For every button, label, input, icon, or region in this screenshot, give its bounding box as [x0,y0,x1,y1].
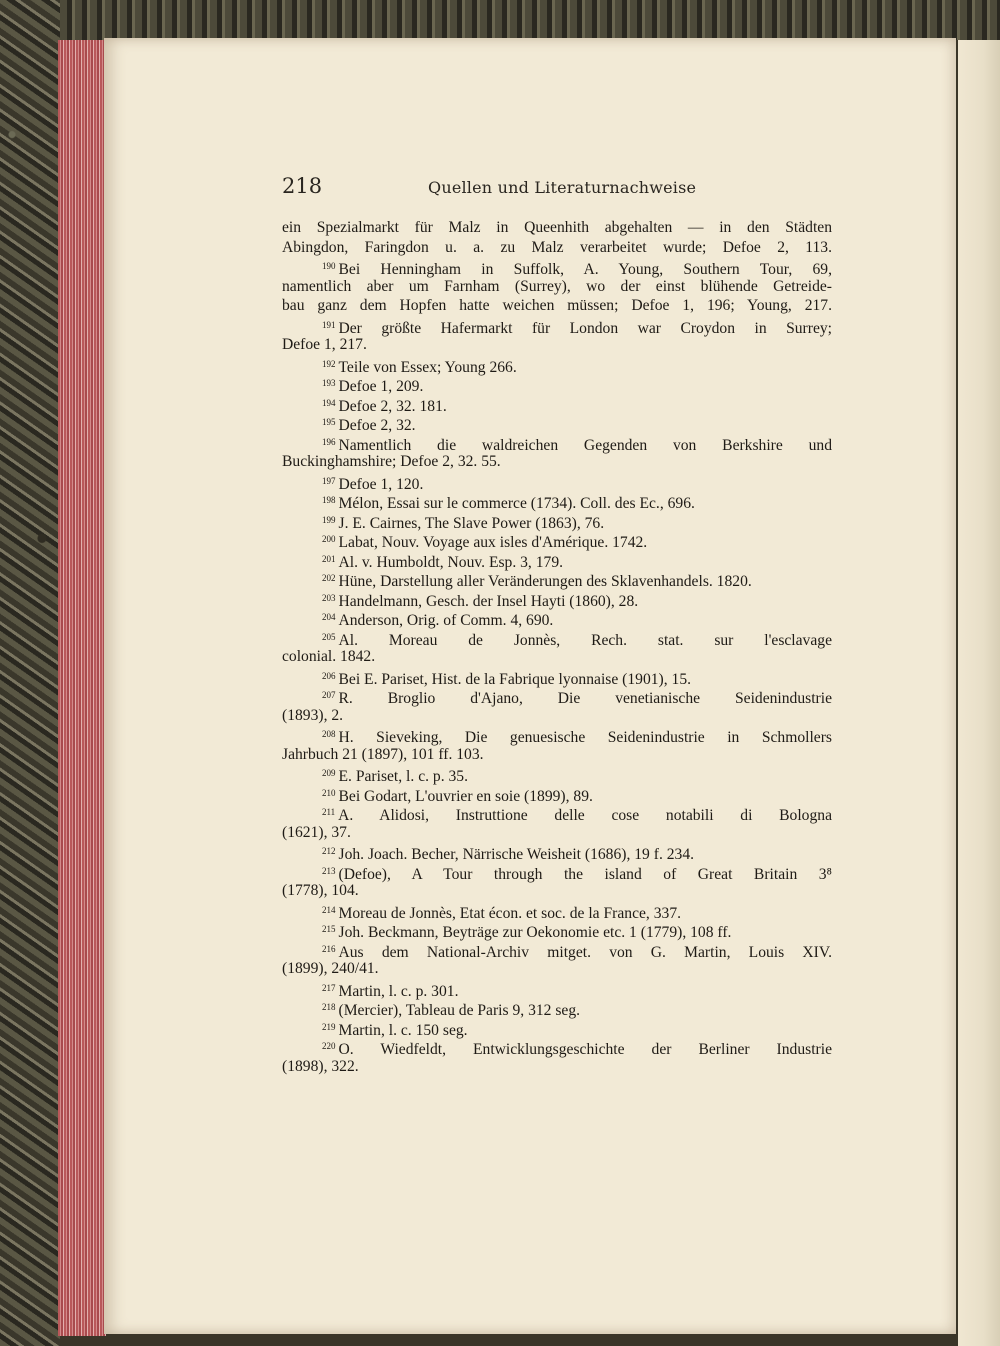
footnote-line-text: Labat, Nouv. Voyage aux isles d'Amérique. 1742. [338,534,648,551]
footnote-line-text: (1893), 2. [282,706,344,724]
footnote-continuation [282,647,832,667]
footnote-number: 202 [322,573,336,583]
footnote-number: 198 [322,495,336,505]
footnote-number: 220 [322,1041,336,1051]
footnote-line-text: Der größte Hafermarkt für London war Croydon in Surrey; [338,319,832,337]
footnote-line-text: (1778), 104. [282,882,359,899]
footnote-number: 205 [322,631,336,642]
footnote-line-text: ein Spezialmarkt für Malz in Queenhith abgehalten — in den Städten [282,219,832,236]
footnote-number: 218 [322,1002,336,1012]
footnote-line-text: O. Wiedfeldt, Entwicklungsgeschichte der Berliner Industrie [338,1041,832,1058]
footnote-203 [282,589,832,609]
footnote-line-text: Hüne, Darstellung aller Veränderungen des Sklavenhandels. 1820. [338,573,752,590]
footnote-211 [282,803,832,823]
footnote-line-text: Handelmann, Gesch. der Insel Hayti (1860), 28. [338,592,639,610]
footnote-line-text: Bei Godart, L'ouvrier en soie (1899), 89. [338,787,593,805]
footnote-212 [282,842,832,862]
footnote-line-text: colonial. 1842. [282,648,376,665]
footnote-number: 201 [322,553,336,564]
footnote-line-text: namentlich aber um Farnham (Surrey), wo der einst blühende Getreide- [282,277,832,295]
footnote-218 [282,998,832,1018]
footnote-number: 197 [322,475,336,486]
footnote-line-text: (Defoe), A Tour through the island of Great Britain 3⁸ [338,865,832,883]
facing-page-edge [958,40,1000,1346]
footnote-line-text: Moreau de Jonnès, Etat écon. et soc. de la France, 337. [338,904,682,922]
footnote-207 [282,686,832,706]
footnote-number: 191 [322,319,336,330]
footnote-line-text: Bei E. Pariset, Hist. de la Fabrique lyonnaise (1901), 15. [338,670,692,688]
footnote-number: 210 [322,787,336,798]
footnote-number: 212 [322,846,336,856]
footnote-193 [282,374,832,394]
footnote-199 [282,511,832,531]
footnote-217 [282,979,832,999]
footnote-continuation [282,1057,832,1077]
footnote-continuation [282,745,832,765]
footnote-number: 192 [322,358,336,369]
footnote-line-text: (1621), 37. [282,823,351,841]
footnote-line-text: Al. v. Humboldt, Nouv. Esp. 3, 179. [338,553,564,571]
footnote-number: 209 [322,768,336,778]
footnote-continuation [282,823,832,843]
footnote-213 [282,862,832,882]
footnote-line-text: Joh. Joach. Becher, Närrische Weisheit (1686), 19 f. 234. [338,846,695,863]
footnote-220 [282,1037,832,1057]
footnote-number: 219 [322,1021,336,1032]
footnote-line-text: A. Alidosi, Instruttione delle cose notabili di Bologna [338,807,832,824]
footnote-number: 211 [322,807,336,817]
footnote-number: 207 [322,690,336,700]
footnote-continuation [282,296,832,316]
page-edges [58,40,106,1336]
footnote-number: 196 [322,436,336,447]
page-header [282,174,832,206]
footnote-number: 204 [322,612,336,622]
footnote-continuation [282,959,832,979]
footnote-190 [282,257,832,277]
footnote-number: 195 [322,417,336,427]
footnote-line-text: E. Pariset, l. c. p. 35. [338,768,468,785]
footnote-line-text: Namentlich die waldreichen Gegenden von Berkshire und [338,436,832,454]
footnote-line-text: (1898), 322. [282,1057,359,1075]
running-head: Quellen und Literaturnachweise [428,178,697,197]
footnote-line-text: Defoe 2, 32. 181. [338,397,447,415]
footnote-line-text: Martin, l. c. 150 seg. [338,1021,468,1039]
footnote-200 [282,530,832,550]
footnote-line-text: Defoe 1, 209. [338,378,424,395]
footnote-continuation [282,452,832,472]
footnote-line-text: Anderson, Orig. of Comm. 4, 690. [338,612,554,629]
footnote-202 [282,569,832,589]
book-edge-top [0,0,1000,40]
footnote-number: 194 [322,397,336,408]
footnote-number: 199 [322,514,336,525]
footnote-continuation [282,218,832,238]
footnote-number: 214 [322,904,336,915]
footnote-continuation [282,277,832,297]
footnote-line-text: Aus dem National-Archiv mitget. von G. Martin, Louis XIV. [338,943,832,961]
footnote-209 [282,764,832,784]
footnote-line-text: (1899), 240/41. [282,960,379,977]
footnote-214 [282,901,832,921]
footnote-219 [282,1018,832,1038]
footnote-number: 200 [322,534,336,544]
footnote-line-text: Al. Moreau de Jonnès, Rech. stat. sur l'esclavage [338,631,832,649]
marbled-cover [0,0,60,1346]
footnote-line-text: Jahrbuch 21 (1897), 101 ff. 103. [282,745,484,763]
footnote-line-text: Abingdon, Faringdon u. a. zu Malz verarbeitet wurde; Defoe 2, 113. [282,238,832,256]
footnote-number: 215 [322,924,336,934]
footnote-line-text: Teile von Essex; Young 266. [338,358,517,376]
footnote-line-text: Defoe 1, 217. [282,336,367,353]
footnote-number: 190 [322,261,336,271]
footnote-line-text: Bei Henningham in Suffolk, A. Young, Southern Tour, 69, [338,261,832,278]
footnote-number: 206 [322,670,336,681]
page-number: 218 [282,174,323,198]
footnote-line-text: (Mercier), Tableau de Paris 9, 312 seg. [338,1002,581,1019]
footnote-line-text: Mélon, Essai sur le commerce (1734). Coll. des Ec., 696. [338,495,695,512]
footnote-line-text: Joh. Beckmann, Beyträge zur Oekonomie etc. 1 (1779), 108 ff. [338,924,732,941]
footnote-line-text: J. E. Cairnes, The Slave Power (1863), 76. [338,514,605,532]
footnote-number: 193 [322,378,336,388]
footnote-195 [282,413,832,433]
footnote-197 [282,472,832,492]
footnote-number: 213 [322,865,336,876]
footnote-continuation [282,706,832,726]
footnote-208 [282,725,832,745]
footnotes-text [282,218,832,1076]
footnote-198 [282,491,832,511]
footnote-216 [282,940,832,960]
footnote-number: 217 [322,982,336,993]
footnote-number: 208 [322,729,336,739]
footnote-line-text: Buckinghamshire; Defoe 2, 32. 55. [282,453,501,470]
footnote-196 [282,433,832,453]
footnote-205 [282,628,832,648]
footnote-210 [282,784,832,804]
footnote-continuation [282,335,832,355]
footnote-continuation [282,881,832,901]
footnote-201 [282,550,832,570]
footnote-line-text: Defoe 1, 120. [338,475,424,493]
footnote-continuation [282,238,832,258]
footnote-line-text: Martin, l. c. p. 301. [338,982,459,1000]
footnote-line-text: R. Broglio d'Ajano, Die venetianische Seidenindustrie [338,690,832,707]
footnote-206 [282,667,832,687]
footnote-204 [282,608,832,628]
footnote-215 [282,920,832,940]
footnote-number: 216 [322,943,336,954]
footnote-line-text: bau ganz dem Hopfen hatte weichen müssen; Defoe 1, 196; Young, 217. [282,297,832,314]
footnote-number: 203 [322,592,336,603]
footnote-line-text: H. Sieveking, Die genuesische Seidenindustrie in Schmollers [338,729,832,746]
footnote-194 [282,394,832,414]
footnote-192 [282,355,832,375]
footnote-191 [282,316,832,336]
footnote-line-text: Defoe 2, 32. [338,417,416,434]
